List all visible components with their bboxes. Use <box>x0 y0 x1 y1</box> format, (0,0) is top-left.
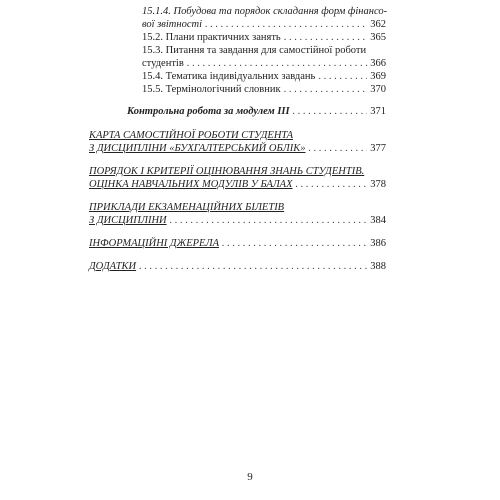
toc-page-number: 386 <box>370 238 386 249</box>
toc-page-number: 370 <box>370 84 386 95</box>
toc-entry-title: ДОДАТКИ <box>89 261 137 272</box>
toc-entry-15-1-4 <box>142 19 386 31</box>
toc-entry-title: Контрольна робота за модулем III <box>127 106 290 117</box>
toc-entry-title: 15.5. Термінологічний словник <box>142 84 281 95</box>
toc-entry-title: вої звітності <box>142 19 202 30</box>
toc-entry-pryklady <box>89 215 386 227</box>
toc-page-number: 378 <box>370 179 386 190</box>
toc-entry-15-3 <box>142 58 386 70</box>
toc-entry-15-3-line1: 15.3. Питання та завдання для самостійної роботи <box>142 45 367 56</box>
toc-entry-title: 15.4. Тематика індивідуальних завдань <box>142 71 316 82</box>
leader-dots <box>318 71 367 83</box>
toc-entry-title: З ДИСЦИПЛІНИ «БУХГАЛТЕРСЬКИЙ ОБЛІК» <box>89 143 306 154</box>
leader-dots <box>293 106 368 118</box>
toc-entry-title: ОЦІНКА НАВЧАЛЬНИХ МОДУЛІВ У БАЛАХ <box>89 179 293 190</box>
toc-page-number: 366 <box>370 58 386 69</box>
toc-entry-title: ІНФОРМАЦІЙНІ ДЖЕРЕЛА <box>89 238 219 249</box>
toc-entry-pryklady-line1: ПРИКЛАДИ ЕКЗАМЕНАЦІЙНИХ БІЛЕТІВ <box>89 202 285 213</box>
toc-entry-karta-line1: КАРТА САМОСТІЙНОЇ РОБОТИ СТУДЕНТА <box>89 130 294 141</box>
toc-entry-title: 15.2. Плани практичних занять <box>142 32 281 43</box>
toc-page-number: 377 <box>370 143 386 154</box>
toc-page-number: 369 <box>370 71 386 82</box>
leader-dots <box>205 19 367 31</box>
toc-entry-karta <box>89 143 386 155</box>
leader-dots <box>284 84 368 96</box>
leader-dots <box>222 238 367 250</box>
leader-dots <box>187 58 367 70</box>
toc-entry-15-5 <box>142 84 386 96</box>
toc-entry-dodatky <box>89 261 386 273</box>
leader-dots <box>284 32 368 44</box>
toc-entry-15-2 <box>142 32 386 44</box>
toc-entry-15-4 <box>142 71 386 83</box>
toc-page-number: 365 <box>370 32 386 43</box>
toc-page-number: 362 <box>370 19 386 30</box>
leader-dots <box>170 215 368 227</box>
page-number: 9 <box>247 471 253 483</box>
toc-entry-kontrolna-robota <box>127 106 386 118</box>
toc-entry-15-1-4-line1: 15.1.4. Побудова та порядок складання форм фінансо- <box>142 6 388 17</box>
toc-page-number: 388 <box>370 261 386 272</box>
toc-entry-poryadok-line1: ПОРЯДОК І КРИТЕРІЇ ОЦІНЮВАННЯ ЗНАНЬ СТУДЕНТІВ. <box>89 166 365 177</box>
toc-page-number: 371 <box>370 106 386 117</box>
leader-dots <box>308 143 367 155</box>
toc-entry-title: З ДИСЦИПЛІНИ <box>89 215 167 226</box>
toc-entry-poryadok <box>89 179 386 191</box>
leader-dots <box>296 179 368 191</box>
leader-dots <box>139 261 367 273</box>
toc-entry-title: студентів <box>142 58 184 69</box>
toc-entry-informatsiyni-dzherela <box>89 238 386 250</box>
toc-page-number: 384 <box>370 215 386 226</box>
